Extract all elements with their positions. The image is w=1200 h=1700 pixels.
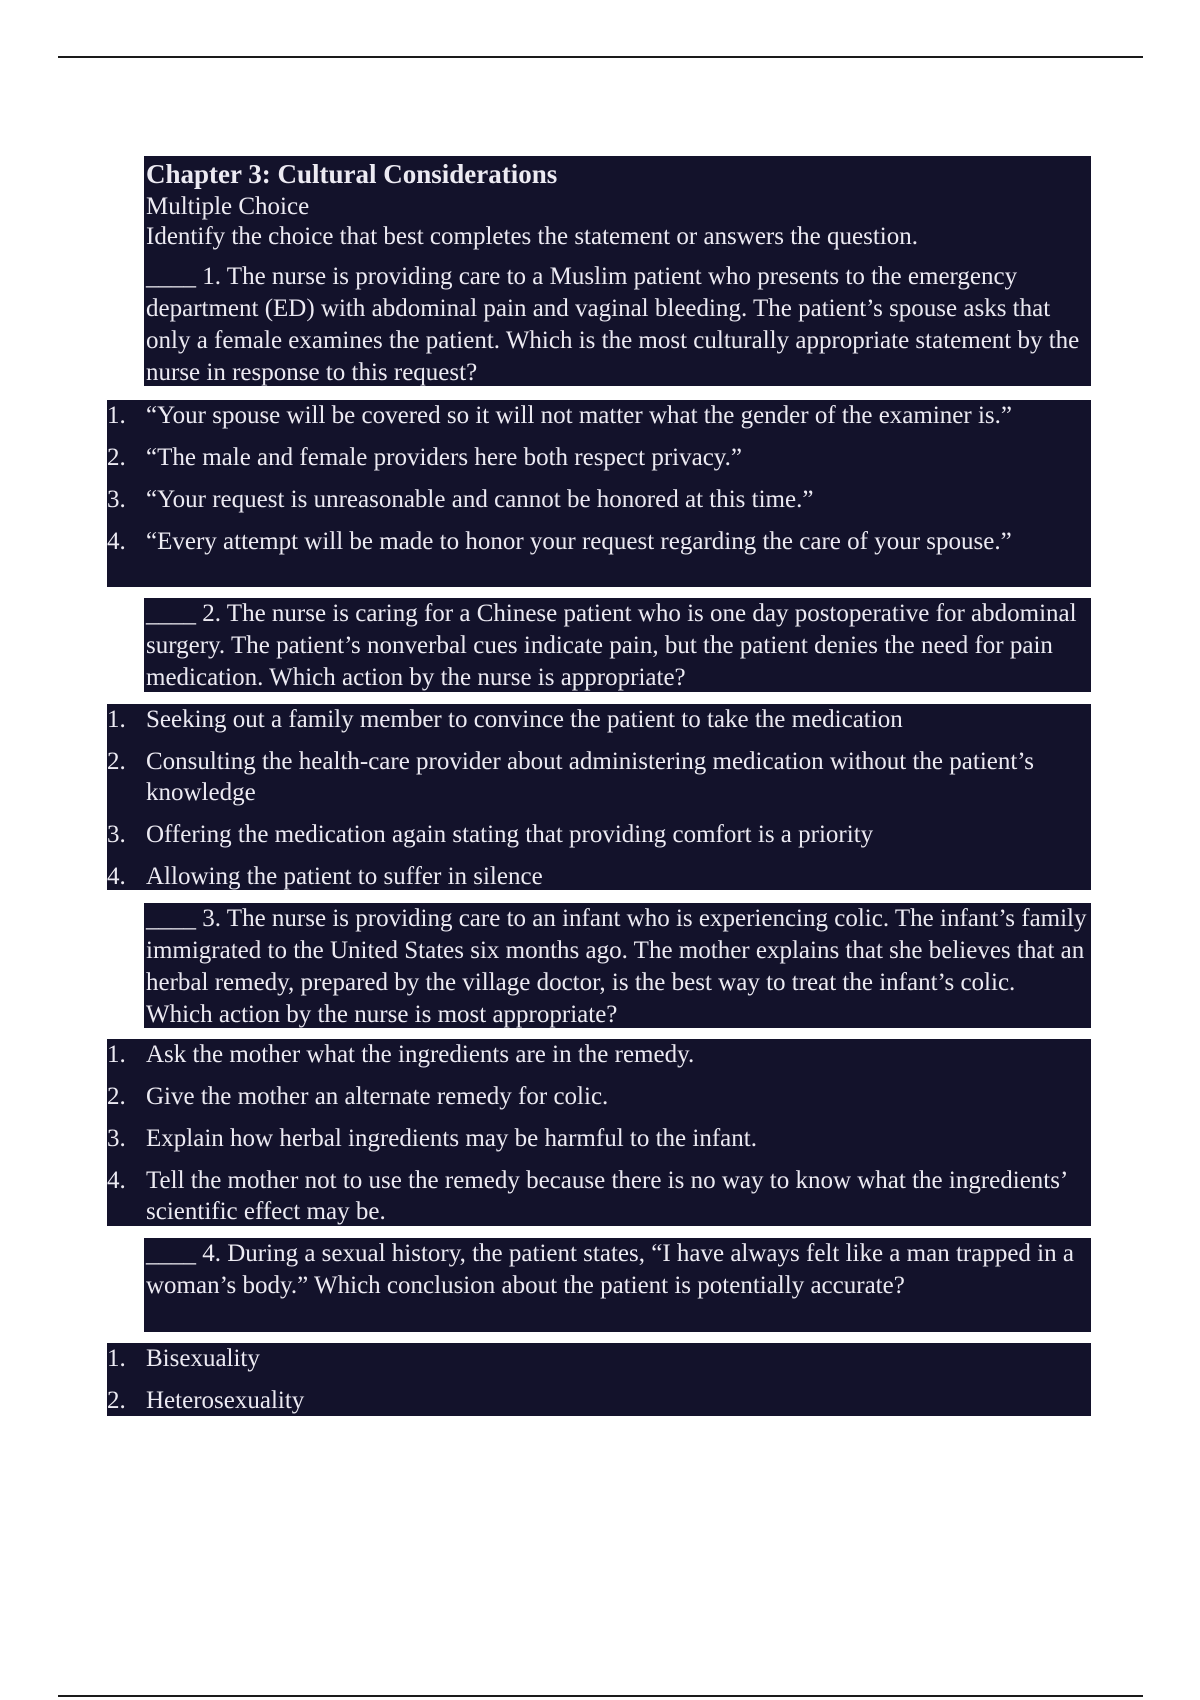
question-1-text: ____ 1. The nurse is providing care to a Muslim patient who presents to the emergency department (ED) with abdominal pain and vaginal bleeding. The patient’s spouse asks that only a female examines the patient. Which is the most culturally appropriate statement by the nurse in response to this request? (146, 263, 1080, 386)
question-2-option-4[interactable] (107, 861, 1089, 892)
option-number: 1. (107, 706, 126, 733)
question-4-block (144, 1238, 1091, 1332)
option-text: Seeking out a family member to convince the patient to take the medication (146, 706, 903, 733)
question-3-option-3[interactable] (107, 1123, 1089, 1154)
option-number: 3. (107, 1125, 126, 1152)
option-number: 2. (107, 1083, 126, 1110)
option-text: “Your request is unreasonable and cannot be honored at this time.” (146, 486, 814, 513)
chapter-title: Chapter 3: Cultural Considerations (146, 159, 558, 189)
question-1-option-1[interactable] (107, 400, 1089, 431)
option-text: Ask the mother what the ingredients are in the remedy. (146, 1041, 695, 1068)
option-number: 2. (107, 748, 126, 775)
question-3-options (107, 1039, 1091, 1226)
question-2-option-3[interactable] (107, 819, 1089, 850)
option-text: Give the mother an alternate remedy for colic. (146, 1083, 609, 1110)
question-3-option-2[interactable] (107, 1081, 1089, 1112)
question-2-block (144, 598, 1091, 692)
option-number: 3. (107, 821, 126, 848)
option-number: 3. (107, 486, 126, 513)
question-1-option-2[interactable] (107, 442, 1089, 473)
option-text: Consulting the health-care provider about administering medication without the patient’s knowledge (146, 748, 1034, 806)
bottom-rule (58, 1695, 1143, 1697)
option-number: 4. (107, 528, 126, 555)
question-2-option-2[interactable] (107, 746, 1089, 808)
question-2-option-1[interactable] (107, 704, 1089, 735)
option-number: 2. (107, 1387, 126, 1414)
question-4-option-1[interactable] (107, 1343, 1089, 1374)
option-text: Explain how herbal ingredients may be harmful to the infant. (146, 1125, 757, 1152)
question-2-options (107, 704, 1091, 890)
question-4-options (107, 1343, 1091, 1416)
question-1-option-4[interactable] (107, 526, 1089, 557)
option-text: Bisexuality (146, 1345, 260, 1372)
question-2-text: ____ 2. The nurse is caring for a Chinese patient who is one day postoperative for abdominal surgery. The patient’s nonverbal cues indicate pain, but the patient denies the need for pain medication. Which action by the nurse is appropriate? (146, 600, 1077, 691)
option-number: 4. (107, 863, 126, 890)
option-text: “The male and female providers here both respect privacy.” (146, 444, 743, 471)
option-number: 1. (107, 402, 126, 429)
top-rule (58, 56, 1143, 58)
section-label: Multiple Choice (146, 193, 310, 220)
option-text: Heterosexuality (146, 1387, 305, 1414)
question-4-option-2[interactable] (107, 1385, 1089, 1416)
option-text: “Every attempt will be made to honor your request regarding the care of your spouse.” (146, 528, 1012, 555)
question-1-option-3[interactable] (107, 484, 1089, 515)
question-1-options (107, 400, 1091, 587)
option-text: Offering the medication again stating that providing comfort is a priority (146, 821, 874, 848)
question-3-block (144, 903, 1091, 1028)
question-3-text: ____ 3. The nurse is providing care to an infant who is experiencing colic. The infant’s family immigrated to the United States six months ago. The mother explains that she believes that an herbal remedy, prepared by the village doctor, is the best way to treat the infant’s colic. Which action by the nurse is most appropriate? (146, 905, 1087, 1028)
question-3-option-4[interactable] (107, 1165, 1089, 1227)
chapter-header-block (144, 156, 1091, 386)
option-text: Tell the mother not to use the remedy because there is no way to know what the ingredients’ scientific effect may be. (146, 1167, 1067, 1225)
option-number: 1. (107, 1041, 126, 1068)
option-number: 1. (107, 1345, 126, 1372)
option-text: Allowing the patient to suffer in silence (146, 863, 543, 890)
option-number: 2. (107, 444, 126, 471)
option-text: “Your spouse will be covered so it will not matter what the gender of the examiner is.” (146, 402, 1012, 429)
question-3-option-1[interactable] (107, 1039, 1089, 1070)
option-number: 4. (107, 1167, 126, 1194)
question-4-text: ____ 4. During a sexual history, the patient states, “I have always felt like a man trapped in a woman’s body.” Which conclusion about the patient is potentially accurate? (146, 1240, 1074, 1299)
instructions: Identify the choice that best completes the statement or answers the question. (146, 223, 918, 250)
